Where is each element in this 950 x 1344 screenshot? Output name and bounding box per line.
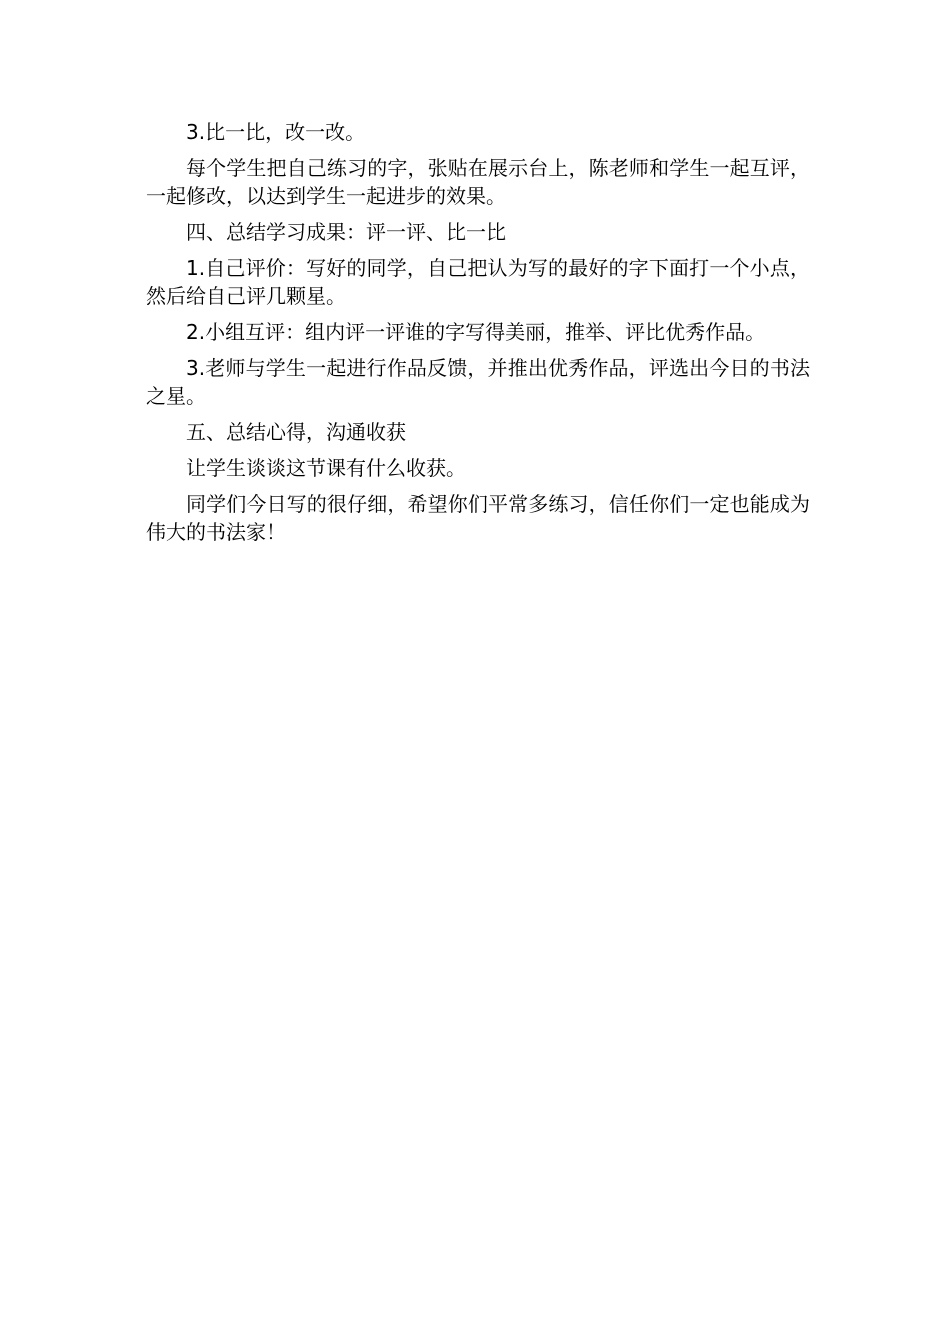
- paragraph-self-evaluation: 1.自己评价：写好的同学，自己把认为写的最好的字下面打一个小点，然后给自己评几颗星。: [146, 256, 810, 308]
- paragraph-closing-remark: 同学们今日写的很仔细，希望你们平常多练习，信任你们一定也能成为伟大的书法家！: [146, 492, 810, 544]
- paragraph-step-3-compare: 3.比一比，改一改。: [186, 120, 366, 144]
- paragraph-mutual-review: 每个学生把自己练习的字，张贴在展示台上，陈老师和学生一起互评，一起修改，以达到学生一起进步的效果。: [146, 156, 810, 208]
- paragraph-teacher-feedback: 3.老师与学生一起进行作品反馈，并推出优秀作品，评选出今日的书法之星。: [146, 356, 810, 408]
- document-body: [146, 118, 810, 554]
- section-heading-summary: 四、总结学习成果：评一评、比一比: [186, 220, 506, 244]
- section-heading-reflection: 五、总结心得，沟通收获: [186, 420, 406, 444]
- paragraph-student-discussion: 让学生谈谈这节课有什么收获。: [186, 456, 466, 480]
- paragraph-group-evaluation: 2.小组互评：组内评一评谁的字写得美丽，推举、评比优秀作品。: [186, 320, 766, 344]
